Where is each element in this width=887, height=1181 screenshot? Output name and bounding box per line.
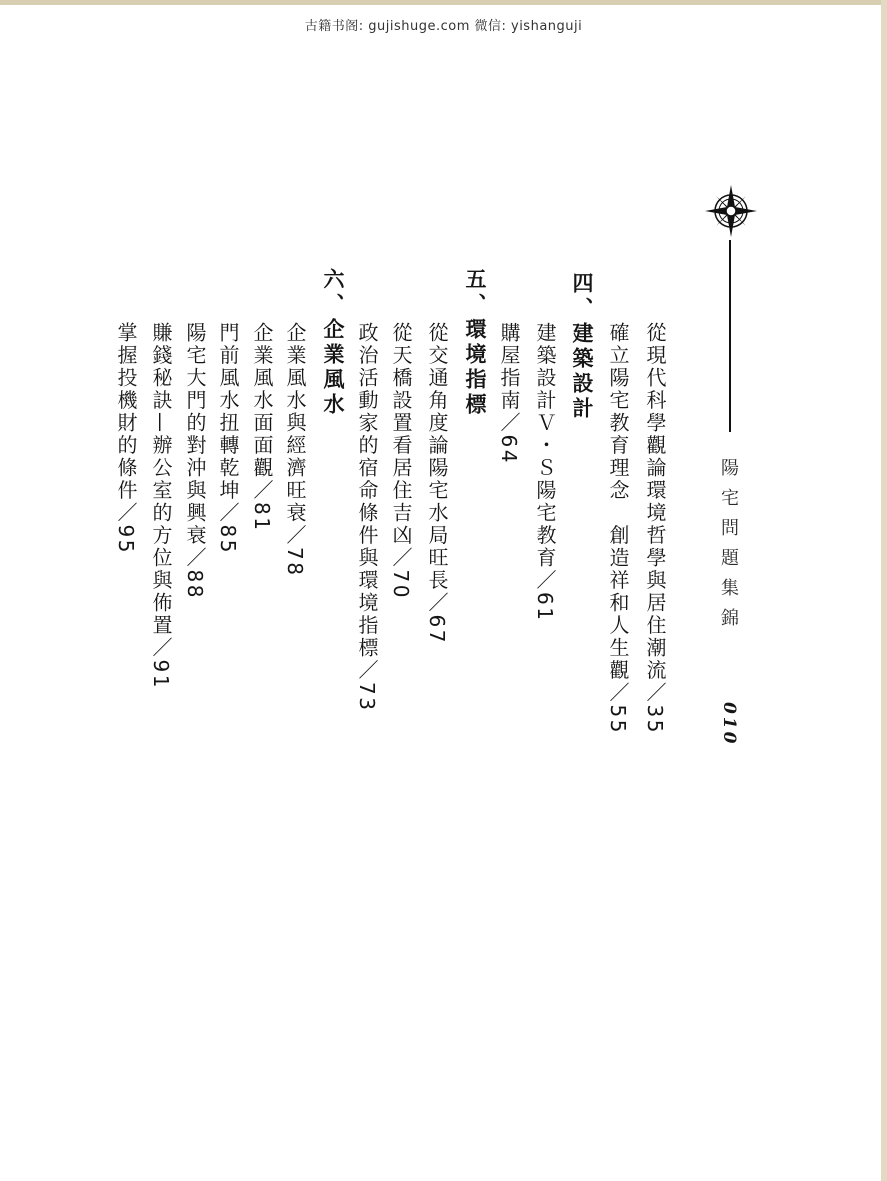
toc-entry: 從現代科學觀論環境哲學與居住潮流／35 xyxy=(643,322,667,735)
toc-entry: 購屋指南／64 xyxy=(497,322,521,465)
page-top-border xyxy=(0,0,887,5)
page-number: 010 xyxy=(719,702,739,747)
toc-entry: 企業風水面面觀／81 xyxy=(250,322,274,533)
toc-section-heading: 五、環境指標 xyxy=(463,268,487,418)
compass-ornament-icon xyxy=(704,184,758,238)
toc-entry: 掌握投機財的條件／95 xyxy=(114,322,138,555)
toc-entry: 從天橋設置看居住吉凶／70 xyxy=(389,322,413,600)
header-vertical-rule xyxy=(729,240,731,432)
toc-section-heading: 四、建築設計 xyxy=(570,272,594,422)
watermark-text: 古籍书阁: gujishuge.com 微信: yishanguji xyxy=(304,19,583,34)
toc-section-heading: 六、企業風水 xyxy=(321,268,345,418)
toc-entry: 從交通角度論陽宅水局旺長／67 xyxy=(425,322,449,645)
page-right-border xyxy=(881,0,887,1181)
toc-entry: 政治活動家的宿命條件與環境指標／73 xyxy=(355,322,379,713)
toc-entry: 門前風水扭轉乾坤／85 xyxy=(216,322,240,555)
toc-entry: 確立陽宅教育理念 創造祥和人生觀／55 xyxy=(606,322,630,735)
toc-entry: 建築設計Ｖ・Ｓ陽宅教育／61 xyxy=(533,322,557,623)
book-title: 陽宅問題集錦 xyxy=(718,458,739,638)
toc-entry: 陽宅大門的對沖與興衰／88 xyxy=(183,322,207,600)
toc-entry: 賺錢秘訣—辦公室的方位與佈置／91 xyxy=(149,322,173,690)
toc-entry: 企業風水與經濟旺衰／78 xyxy=(283,322,307,578)
